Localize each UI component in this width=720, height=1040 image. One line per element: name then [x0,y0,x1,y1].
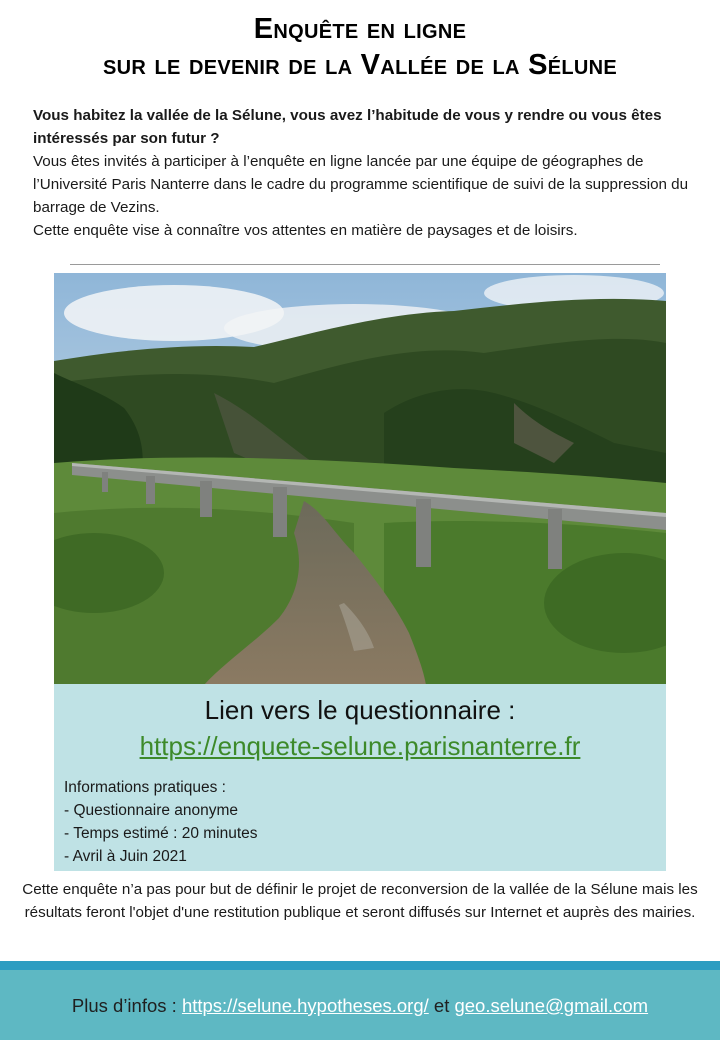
valley-bridge-photo [54,273,666,685]
intro-question: Vous habitez la vallée de la Sélune, vous avez l’habitude de vous y rendre ou vous êtes intéressés par son futur ? [33,107,662,147]
title-line-1: Enquête en ligne [253,13,467,45]
title-line-2: sur le devenir de la Vallée de la Sélune [102,49,618,81]
disclaimer-note: Cette enquête n’a pas pour but de définir le projet de reconversion de la vallée de la Sélune mais les résultats feront l'objet d'une restitution publique et seront diffusés sur Internet et auprès des mairies. [22,881,698,921]
practical-info-item-duration: - Temps estimé : 20 minutes [64,825,258,842]
practical-info-item-anonymous: - Questionnaire anonyme [64,802,239,819]
intro-purpose: Cette enquête vise à connaître vos attentes en matière de paysages et de loisirs. [33,222,578,239]
practical-info [64,776,654,868]
footer-prefix: Plus d’infos : [71,995,182,1016]
footer [0,970,720,1040]
divider [70,264,660,265]
footer-connector: et [428,995,455,1016]
survey-link-heading: Lien vers le questionnaire : [204,695,516,725]
footer-email-link[interactable]: geo.selune@gmail.com [454,995,649,1016]
intro-invitation: Vous êtes invités à participer à l’enquête en ligne lancée par une équipe de géographes de l’Université Paris Nanterre dans le cadre du programme scientifique de suivi de la suppression du barrage de Vezins. [33,153,689,216]
footer-site-link[interactable]: https://selune.hypotheses.org/ [181,995,429,1016]
survey-link[interactable]: https://enquete-selune.parisnanterre.fr [139,731,581,761]
footer-text [0,994,720,1018]
practical-info-item-period: - Avril à Juin 2021 [64,848,187,865]
practical-info-title: Informations pratiques : [64,779,226,796]
intro-text [33,104,693,242]
footer-stripe [0,961,720,970]
survey-info-box [54,684,666,871]
